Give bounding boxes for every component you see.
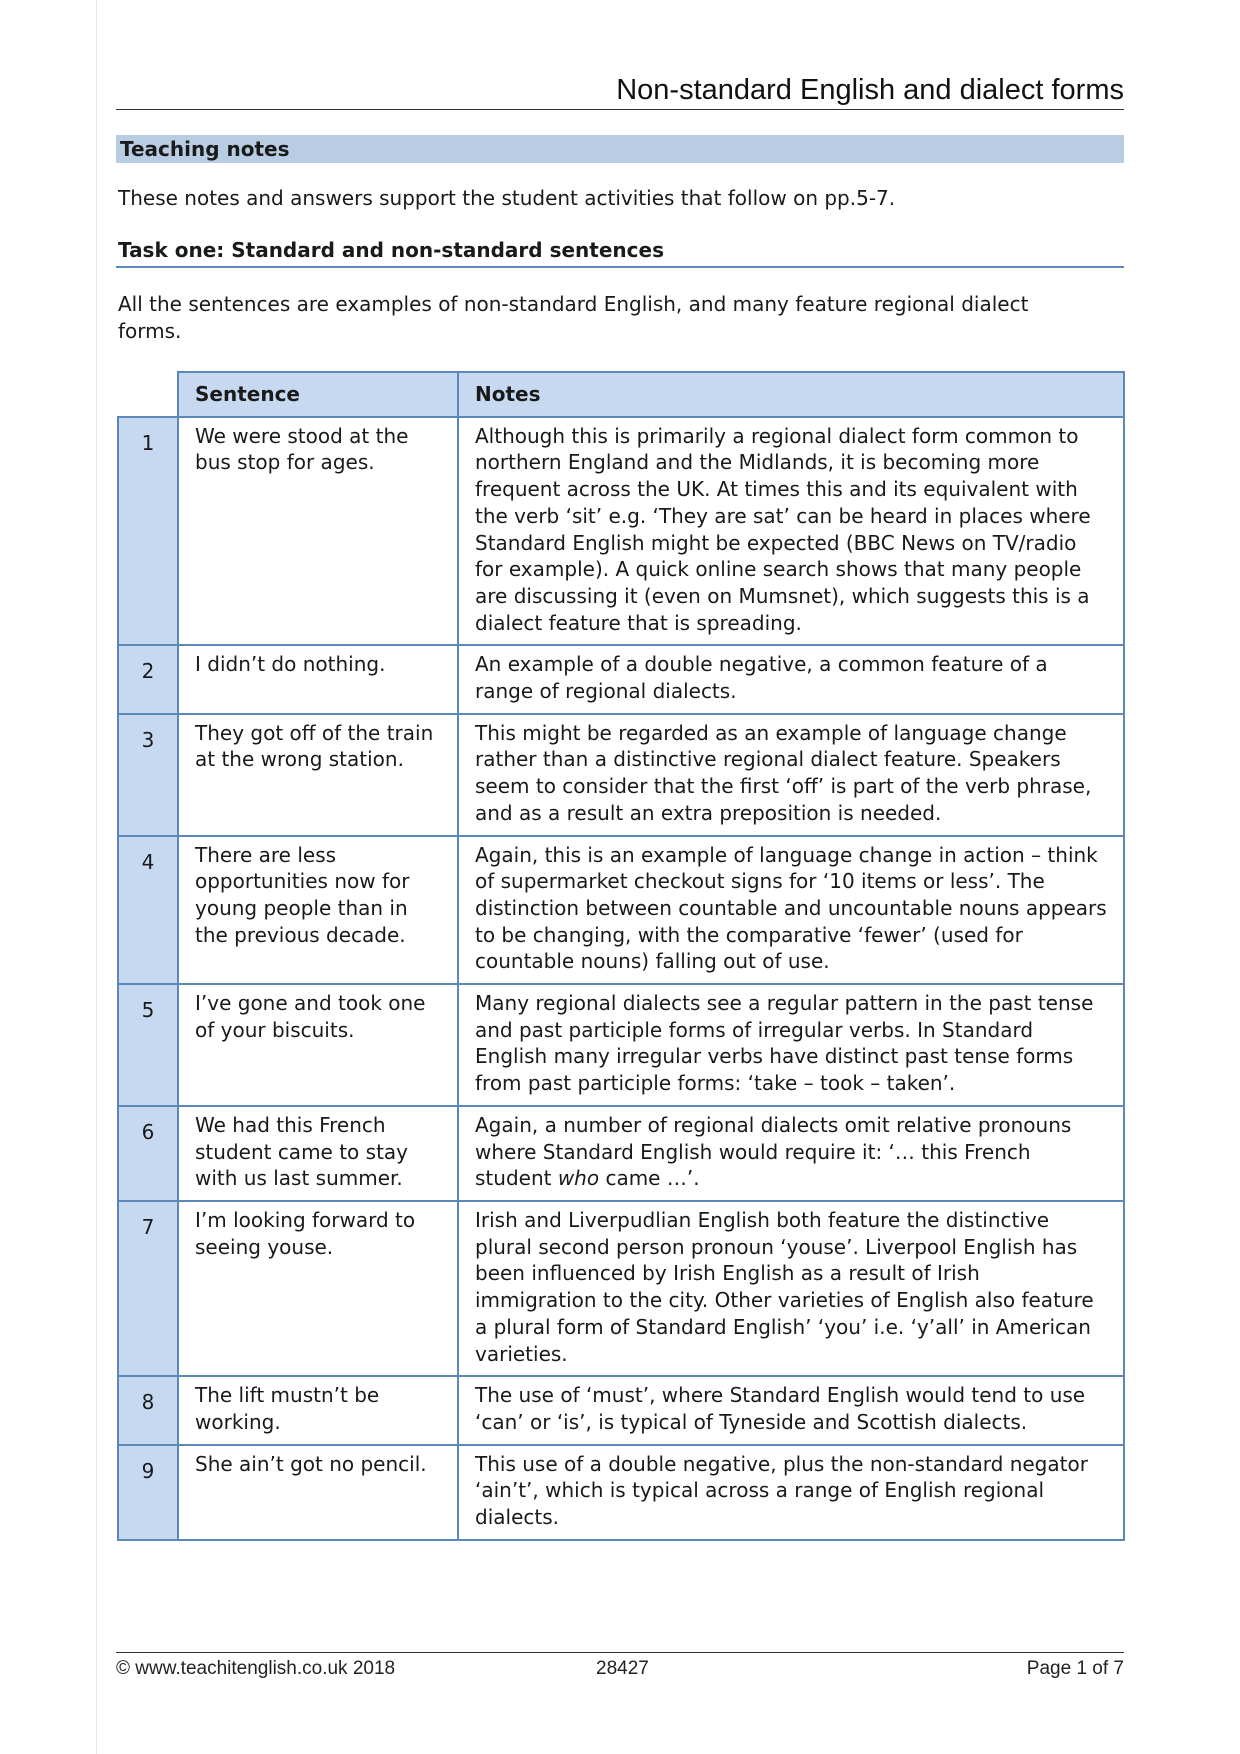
notes-column-header: Notes [458,372,1124,417]
row-number: 7 [118,1201,178,1376]
task-intro: All the sentences are examples of non-standard English, and many feature regional dialect forms. [118,292,1029,343]
row-number: 6 [118,1106,178,1201]
table-row [118,836,1124,985]
row-number: 2 [118,645,178,713]
notes-emphasis: who [557,1166,600,1191]
sentence-column-header: Sentence [178,372,458,417]
notes-text: Again, a number of regional dialects omit relative pronouns where Standard English would require it: ‘… this French student [475,1112,1072,1191]
notes-text: came …’. [599,1166,700,1191]
sentence-cell: I didn’t do nothing. [178,645,458,713]
table-row [118,645,1124,713]
row-number: 1 [118,417,178,646]
row-number: 3 [118,714,178,836]
answers-table [117,371,1125,1541]
notes-cell: The use of ‘must’, where Standard English would tend to use ‘can’ or ‘is’, is typical of Tyneside and Scottish dialects. [458,1376,1124,1444]
footer [116,1658,1124,1682]
sentence-cell: I’m looking forward to seeing youse. [178,1201,458,1376]
footer-copyright: © www.teachitenglish.co.uk 2018 [116,1658,396,1679]
notes-cell: Again, this is an example of language change in action – think of supermarket checkout signs for ‘10 items or less’. The distinction between countable and uncountable nouns appears to be changing, with the comparative ‘fewer’ (used for countable nouns) falling out of use. [458,836,1124,985]
sentence-cell: She ain’t got no pencil. [178,1445,458,1540]
notes-cell: Irish and Liverpudlian English both feature the distinctive plural second person pronoun ‘youse’. Liverpool English has been influenced by Irish English as a result of Irish immigration to the city. Other varieties of English also feature a plural form of Standard English’ ‘you’ i.e. ‘y’all’ in American varieties. [458,1201,1124,1376]
table-corner [118,372,178,417]
table-row [118,1376,1124,1444]
table-row [118,984,1124,1106]
footer-resource-code: 28427 [596,1658,649,1679]
table-row [118,417,1124,646]
sentence-cell: The lift mustn’t be working. [178,1376,458,1444]
intro-text: These notes and answers support the student activities that follow on pp.5-7. [118,186,896,210]
sentence-cell: There are less opportunities now for young people than in the previous decade. [178,836,458,985]
table-header-row [118,372,1124,417]
sentence-cell: I’ve gone and took one of your biscuits. [178,984,458,1106]
section-heading: Teaching notes [116,135,1124,163]
header-divider [116,109,1124,110]
table-row [118,1201,1124,1376]
table-row [118,1106,1124,1201]
sentence-cell: They got off of the train at the wrong station. [178,714,458,836]
notes-cell: An example of a double negative, a common feature of a range of regional dialects. [458,645,1124,713]
row-number: 5 [118,984,178,1106]
notes-cell: This use of a double negative, plus the non-standard negator ‘ain’t’, which is typical across a range of English regional dialects. [458,1445,1124,1540]
row-number: 8 [118,1376,178,1444]
footer-page-number: Page 1 of 7 [1026,1658,1124,1679]
page-title: Non-standard English and dialect forms [616,74,1124,106]
table-row [118,1445,1124,1540]
notes-cell: This might be regarded as an example of language change rather than a distinctive regional dialect feature. Speakers seem to consider that the first ‘off’ is part of the verb phrase, and as a result an extra preposition is needed. [458,714,1124,836]
row-number: 4 [118,836,178,985]
notes-cell [458,1106,1124,1201]
task-heading: Task one: Standard and non-standard sentences [116,238,1124,268]
sentence-cell: We had this French student came to stay with us last summer. [178,1106,458,1201]
notes-cell: Although this is primarily a regional dialect form common to northern England and the Midlands, it is becoming more frequent across the UK. At times this and its equivalent with the verb ‘sit’ e.g. ‘They are sat’ can be heard in places where Standard English might be expected (BBC News on TV/radio for example). A quick online search shows that many people are discussing it (even on Mumsnet), which suggests this is a dialect feature that is spreading. [458,417,1124,646]
page-edge [96,0,97,1754]
row-number: 9 [118,1445,178,1540]
footer-divider [116,1652,1124,1653]
notes-cell: Many regional dialects see a regular pattern in the past tense and past participle forms of irregular verbs. In Standard English many irregular verbs have distinct past tense forms from past participle forms: ‘take – took – taken’. [458,984,1124,1106]
table-row [118,714,1124,836]
sentence-cell: We were stood at the bus stop for ages. [178,417,458,646]
